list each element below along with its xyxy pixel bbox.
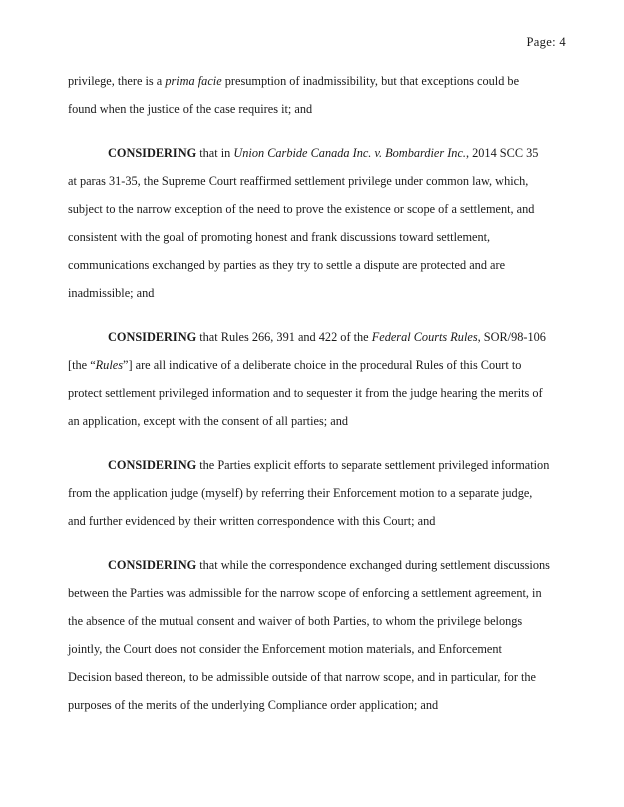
text-line (68, 607, 566, 635)
italic-run: prima facie (165, 74, 222, 88)
text-run: found when the justice of the case requires it; and (68, 102, 313, 116)
text-line (68, 479, 566, 507)
text-run: jointly, the Court does not consider the Enforcement motion materials, and Enforcement (68, 642, 502, 656)
text-line (68, 451, 566, 479)
text-run: privilege, there is a (68, 74, 166, 88)
text-run: that Rules 266, 391 and 422 of the (196, 330, 372, 344)
text-run: purposes of the merits of the underlying Compliance order application; and (68, 698, 439, 712)
text-run: Decision based thereon, to be admissible outside of that narrow scope, and in particular, for the (68, 670, 537, 684)
text-run: subject to the narrow exception of the need to prove the existence or scope of a settlement, and (68, 202, 535, 216)
text-line (68, 663, 566, 691)
paragraph (68, 323, 566, 435)
text-run: , 2014 SCC 35 (465, 146, 539, 160)
text-run: presumption of inadmissibility, but that exceptions could be (221, 74, 520, 88)
text-run: and further evidenced by their written correspondence with this Court; and (68, 514, 436, 528)
text-line (68, 407, 566, 435)
text-line (68, 635, 566, 663)
text-run: at paras 31-35, the Supreme Court reaffirmed settlement privilege under common law, which, (68, 174, 529, 188)
text-run: the Parties explicit efforts to separate settlement privileged information (196, 458, 550, 472)
paragraph (68, 139, 566, 307)
text-run: from the application judge (myself) by referring their Enforcement motion to a separate judge, (68, 486, 533, 500)
text-run: that while the correspondence exchanged during settlement discussions (196, 558, 550, 572)
text-line (68, 579, 566, 607)
text-run: that in (196, 146, 234, 160)
text-line (68, 551, 566, 579)
text-line (68, 139, 566, 167)
text-run: the absence of the mutual consent and waiver of both Parties, to whom the privilege belongs (68, 614, 523, 628)
bold-run: CONSIDERING (108, 330, 197, 344)
paragraph (68, 451, 566, 535)
text-run: inadmissible; and (68, 286, 155, 300)
text-run: protect settlement privileged information and to sequester it from the judge hearing the merits of (68, 386, 543, 400)
text-line (68, 223, 566, 251)
italic-run: Rules (95, 358, 123, 372)
text-run: , SOR/98-106 (477, 330, 546, 344)
text-line (68, 167, 566, 195)
text-line (68, 251, 566, 279)
text-line (68, 95, 566, 123)
italic-run: Union Carbide Canada Inc. v. Bombardier Inc. (233, 146, 466, 160)
text-line (68, 279, 566, 307)
page-number-label: Page: 4 (526, 35, 566, 49)
text-line (68, 351, 566, 379)
text-run: consistent with the goal of promoting honest and frank discussions toward settlement, (68, 230, 491, 244)
paragraph (68, 551, 566, 719)
text-line (68, 195, 566, 223)
text-line (68, 691, 566, 719)
document-body (68, 67, 566, 735)
text-line (68, 379, 566, 407)
bold-run: CONSIDERING (108, 458, 197, 472)
text-line (68, 507, 566, 535)
text-line (68, 323, 566, 351)
text-run: [the “ (68, 358, 96, 372)
bold-run: CONSIDERING (108, 146, 197, 160)
text-run: between the Parties was admissible for the narrow scope of enforcing a settlement agreement, in (68, 586, 542, 600)
bold-run: CONSIDERING (108, 558, 197, 572)
italic-run: Federal Courts Rules (371, 330, 478, 344)
text-run: communications exchanged by parties as they try to settle a dispute are protected and are (68, 258, 506, 272)
text-run: an application, except with the consent of all parties; and (68, 414, 349, 428)
text-run: ”] are all indicative of a deliberate choice in the procedural Rules of this Court to (122, 358, 522, 372)
text-line (68, 67, 566, 95)
paragraph (68, 67, 566, 123)
